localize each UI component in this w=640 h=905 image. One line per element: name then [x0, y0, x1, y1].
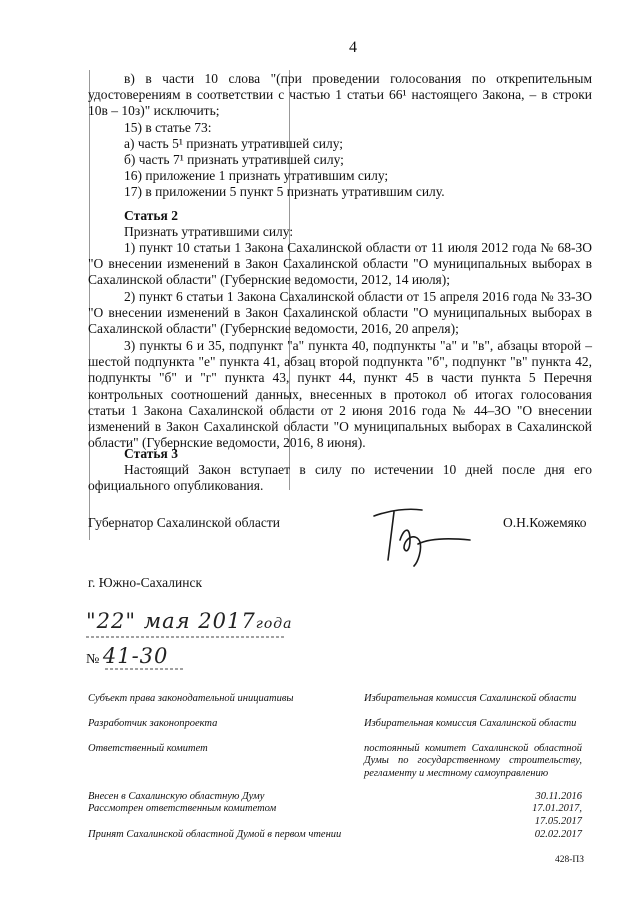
signature-image — [360, 488, 480, 570]
date-quote-close: " — [125, 609, 137, 633]
article2-heading: Статья 2 — [124, 208, 178, 223]
meta-label-initiative: Субъект права законодательной инициативы — [88, 693, 294, 704]
date-line — [86, 609, 292, 633]
meta-label-developer: Разработчик законопроекта — [88, 718, 218, 729]
article1-item-16: 16) приложение 1 признать утратившим силу; — [124, 168, 389, 183]
article1-item-15b: б) часть 7¹ признать утратившей силу; — [124, 152, 344, 167]
date-quote-open: " — [86, 609, 97, 633]
article3-text: Настоящий Закон вступает в силу по истечении 10 дней после дня его официального опубликования. — [88, 462, 592, 494]
meta-label-committee: Ответственный комитет — [88, 743, 208, 754]
date-day: 22 — [96, 609, 126, 633]
article2-intro: Признать утратившими силу: — [124, 224, 294, 239]
article2-paragraph-2: 2) пункт 6 статьи 1 Закона Сахалинской области от 15 апреля 2016 года № 33-ЗО "О внесении изменений в Закон Сахалинской области "О муниципальных выборах в Сахалинской области" (Губернские ведомости, 2016, 20 апреля); — [88, 289, 592, 337]
date-year: 2017 — [198, 609, 256, 633]
article3-heading: Статья 3 — [124, 446, 178, 461]
stage-date-reviewed: 17.01.2017, 17.05.2017 — [532, 803, 582, 827]
article2-paragraph-1: 1) пункт 10 статьи 1 Закона Сахалинской области от 11 июля 2012 года № 68-ЗО "О внесении изменений в Закон Сахалинской области "О муниципальных выборах в Сахалинской области" (Губернские ведомости, 2012, 14 июля); — [88, 240, 592, 288]
meta-value-developer: Избирательная комиссия Сахалинской области — [364, 718, 577, 729]
law-number-line — [86, 644, 168, 668]
law-number-prefix: № — [86, 652, 100, 667]
stage-date-first-reading: 02.02.2017 — [534, 829, 582, 840]
article1-item-17: 17) в приложении 5 пункт 5 признать утратившим силу. — [124, 184, 445, 199]
date-underline — [86, 634, 286, 640]
meta-value-committee: постоянный комитет Сахалинской областной Думы по государственному строительству, регламенту и местному самоуправлению — [364, 743, 582, 779]
stage-date-submitted: 30.11.2016 — [535, 791, 582, 802]
document-code: 428-ПЗ — [555, 855, 585, 865]
place-of-signing: г. Южно-Сахалинск — [88, 575, 203, 590]
law-number: 41-30 — [102, 644, 169, 668]
article1-item-15: 15) в статье 73: — [124, 120, 212, 135]
stage-label-submitted: Внесен в Сахалинскую областную Думу — [88, 791, 265, 802]
signatory-position: Губернатор Сахалинской области — [88, 515, 280, 530]
stage-label-first-reading: Принят Сахалинской областной Думой в первом чтении — [88, 829, 342, 840]
date-suffix: года — [255, 616, 293, 632]
number-underline — [105, 667, 185, 671]
meta-value-initiative: Избирательная комиссия Сахалинской области — [364, 693, 577, 704]
article1-item-v: в) в части 10 слова "(при проведении голосования по открепительным удостоверениям в соответствии с частью 1 статьи 66¹ настоящего Закона, – в строки 10в – 10з)" исключить; — [88, 71, 592, 119]
date-month: мая — [143, 609, 191, 633]
article1-item-15a: а) часть 5¹ признать утратившей силу; — [124, 136, 344, 151]
stage-label-reviewed: Рассмотрен ответственным комитетом — [88, 803, 277, 814]
page-number: 4 — [349, 39, 357, 56]
article2-paragraph-3: 3) пункты 6 и 35, подпункт "а" пункта 40, подпункты "а" и "в", абзацы второй – шестой подпункта "е" пункта 41, абзац второй подпункта "б", подпункт "в" пункта 42, подпункты "б" и "г" пункта 43, пункт 44, пункт 45 в части пункта 5 Перечня контрольных соотношений данных, внесенных в протокол об итогах голосования статьи 1 Закона Сахалинской области от 2 июня 2016 года № 44–ЗО "О внесении изменений в Закон Сахалинской области "О муниципальных выборах в Сахалинской области" (Губернские ведомости, 2016, 8 июня). — [88, 338, 592, 451]
signatory-name: О.Н.Кожемяко — [503, 515, 587, 530]
